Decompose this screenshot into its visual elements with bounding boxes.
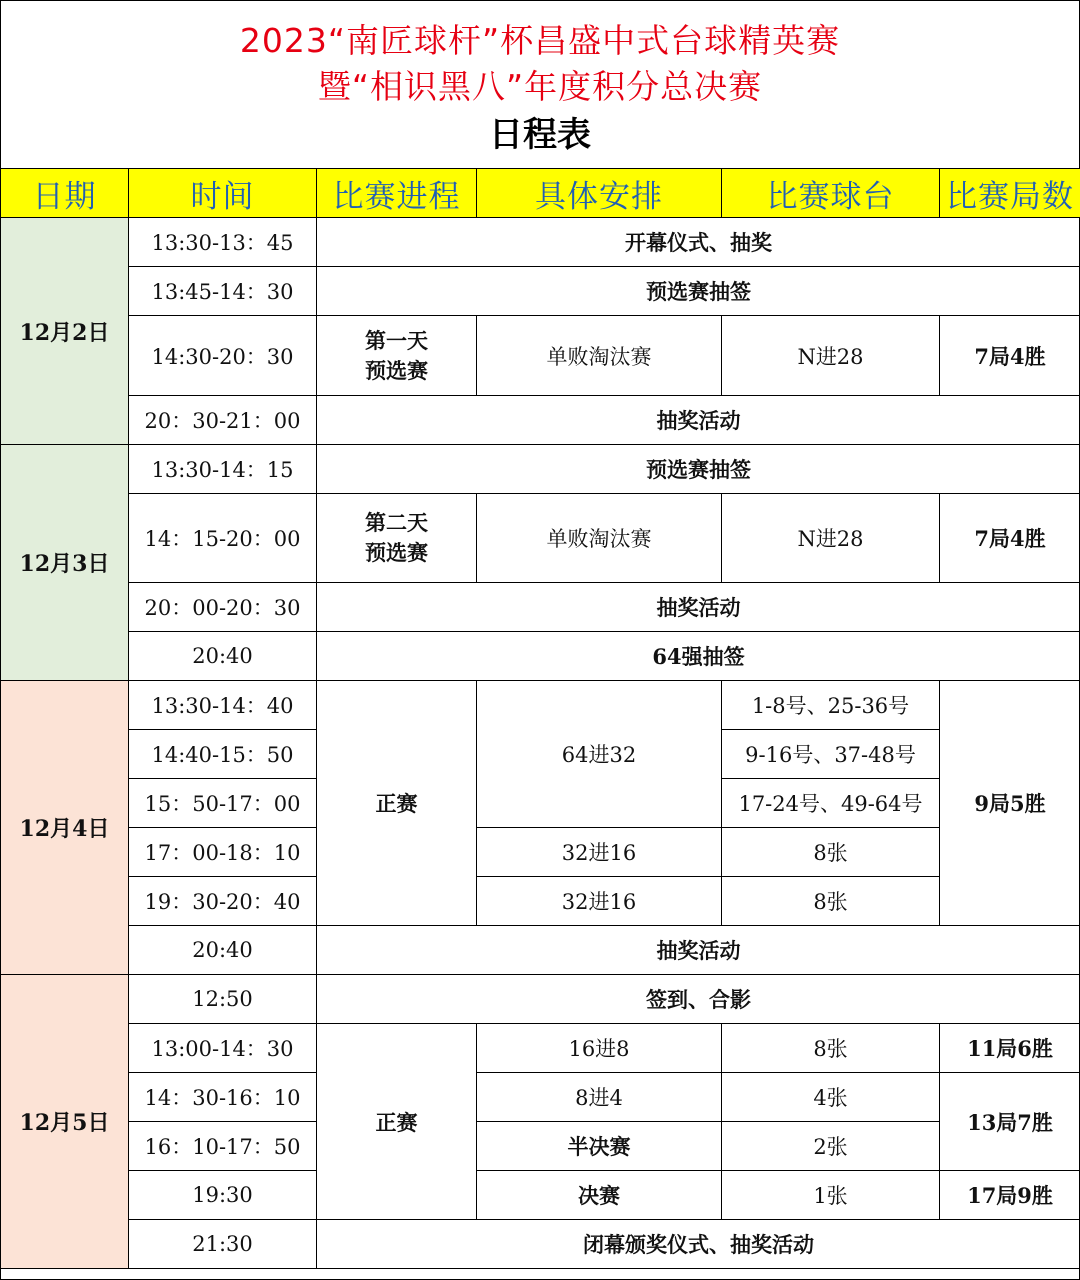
tables-cell: 4张 [722, 1073, 940, 1122]
event-cell: 闭幕颁奖仪式、抽奖活动 [317, 1220, 1080, 1269]
plan-cell: 单败淘汰赛 [477, 494, 722, 583]
table-row [1, 975, 1080, 1024]
time-cell: 14:30-20：30 [129, 316, 317, 396]
time-cell: 13:30-14：15 [129, 445, 317, 494]
title-block [1, 1, 1079, 168]
plan-cell: 8进4 [477, 1073, 722, 1122]
table-row [1, 1122, 1080, 1171]
page-title: 日程表 [489, 115, 591, 155]
table-row [1, 926, 1080, 975]
time-cell: 15：50-17：00 [129, 779, 317, 828]
col-tables: 比赛球台 [722, 169, 940, 218]
col-plan: 具体安排 [477, 169, 722, 218]
plan-cell: 16进8 [477, 1024, 722, 1073]
date-cell: 12月4日 [1, 681, 129, 975]
event-cell: 抽奖活动 [317, 583, 1080, 632]
table-row [1, 494, 1080, 583]
col-frames: 比赛局数 [940, 169, 1080, 218]
stage-cell: 第二天预选赛 [317, 494, 477, 583]
table-row [1, 1220, 1080, 1269]
time-cell: 19:30 [129, 1171, 317, 1220]
table-row [1, 267, 1080, 316]
stage-cell: 正赛 [317, 1024, 477, 1220]
date-cell: 12月2日 [1, 218, 129, 445]
stage-cell: 正赛 [317, 681, 477, 926]
col-stage: 比赛进程 [317, 169, 477, 218]
table-row [1, 396, 1080, 445]
table-row [1, 1171, 1080, 1220]
frames-cell: 7局4胜 [940, 494, 1080, 583]
table-row [1, 632, 1080, 681]
time-cell: 20：00-20：30 [129, 583, 317, 632]
frames-cell: 7局4胜 [940, 316, 1080, 396]
table-row [1, 445, 1080, 494]
plan-cell: 32进16 [477, 828, 722, 877]
plan-cell: 单败淘汰赛 [477, 316, 722, 396]
plan-cell: 32进16 [477, 877, 722, 926]
event-cell: 预选赛抽签 [317, 445, 1080, 494]
plan-cell: 半决赛 [477, 1122, 722, 1171]
schedule-table [0, 168, 1080, 1269]
tables-cell: 1-8号、25-36号 [722, 681, 940, 730]
time-cell: 13:45-14：30 [129, 267, 317, 316]
event-cell: 预选赛抽签 [317, 267, 1080, 316]
event-cell: 签到、合影 [317, 975, 1080, 1024]
plan-cell: 决赛 [477, 1171, 722, 1220]
event-cell: 64强抽签 [317, 632, 1080, 681]
time-cell: 13:00-14：30 [129, 1024, 317, 1073]
col-time: 时间 [129, 169, 317, 218]
header-row [1, 169, 1080, 218]
frames-cell: 13局7胜 [940, 1073, 1080, 1171]
event-cell: 开幕仪式、抽奖 [317, 218, 1080, 267]
time-cell: 19：30-20：40 [129, 877, 317, 926]
time-cell: 20:40 [129, 926, 317, 975]
date-cell: 12月5日 [1, 975, 129, 1269]
event-title-line2: 暨“相识黑八”年度积分总决赛 [317, 67, 763, 106]
tables-cell: 8张 [722, 877, 940, 926]
time-cell: 13:30-14：40 [129, 681, 317, 730]
time-cell: 17：00-18：10 [129, 828, 317, 877]
table-row [1, 316, 1080, 396]
event-cell: 抽奖活动 [317, 396, 1080, 445]
time-cell: 14：15-20：00 [129, 494, 317, 583]
frames-cell: 11局6胜 [940, 1024, 1080, 1073]
frames-cell: 17局9胜 [940, 1171, 1080, 1220]
table-row [1, 877, 1080, 926]
time-cell: 16：10-17：50 [129, 1122, 317, 1171]
stage-cell: 第一天预选赛 [317, 316, 477, 396]
tables-cell: 8张 [722, 828, 940, 877]
tables-cell: 9-16号、37-48号 [722, 730, 940, 779]
time-cell: 14：30-16：10 [129, 1073, 317, 1122]
table-row [1, 681, 1080, 730]
table-row [1, 1024, 1080, 1073]
tables-cell: N进28 [722, 494, 940, 583]
tables-cell: 8张 [722, 1024, 940, 1073]
event-title-line1: 2023“南匠球杆”杯昌盛中式台球精英赛 [239, 21, 841, 60]
date-cell: 12月3日 [1, 445, 129, 681]
tables-cell: 17-24号、49-64号 [722, 779, 940, 828]
plan-cell: 64进32 [477, 681, 722, 828]
tables-cell: 2张 [722, 1122, 940, 1171]
time-cell: 12:50 [129, 975, 317, 1024]
tables-cell: N进28 [722, 316, 940, 396]
event-cell: 抽奖活动 [317, 926, 1080, 975]
frames-cell: 9局5胜 [940, 681, 1080, 926]
time-cell: 14:40-15：50 [129, 730, 317, 779]
col-date: 日期 [1, 169, 129, 218]
tables-cell: 1张 [722, 1171, 940, 1220]
table-row [1, 828, 1080, 877]
time-cell: 13:30-13：45 [129, 218, 317, 267]
time-cell: 20：30-21：00 [129, 396, 317, 445]
table-row [1, 218, 1080, 267]
table-row [1, 1073, 1080, 1122]
time-cell: 21:30 [129, 1220, 317, 1269]
table-row [1, 583, 1080, 632]
time-cell: 20:40 [129, 632, 317, 681]
